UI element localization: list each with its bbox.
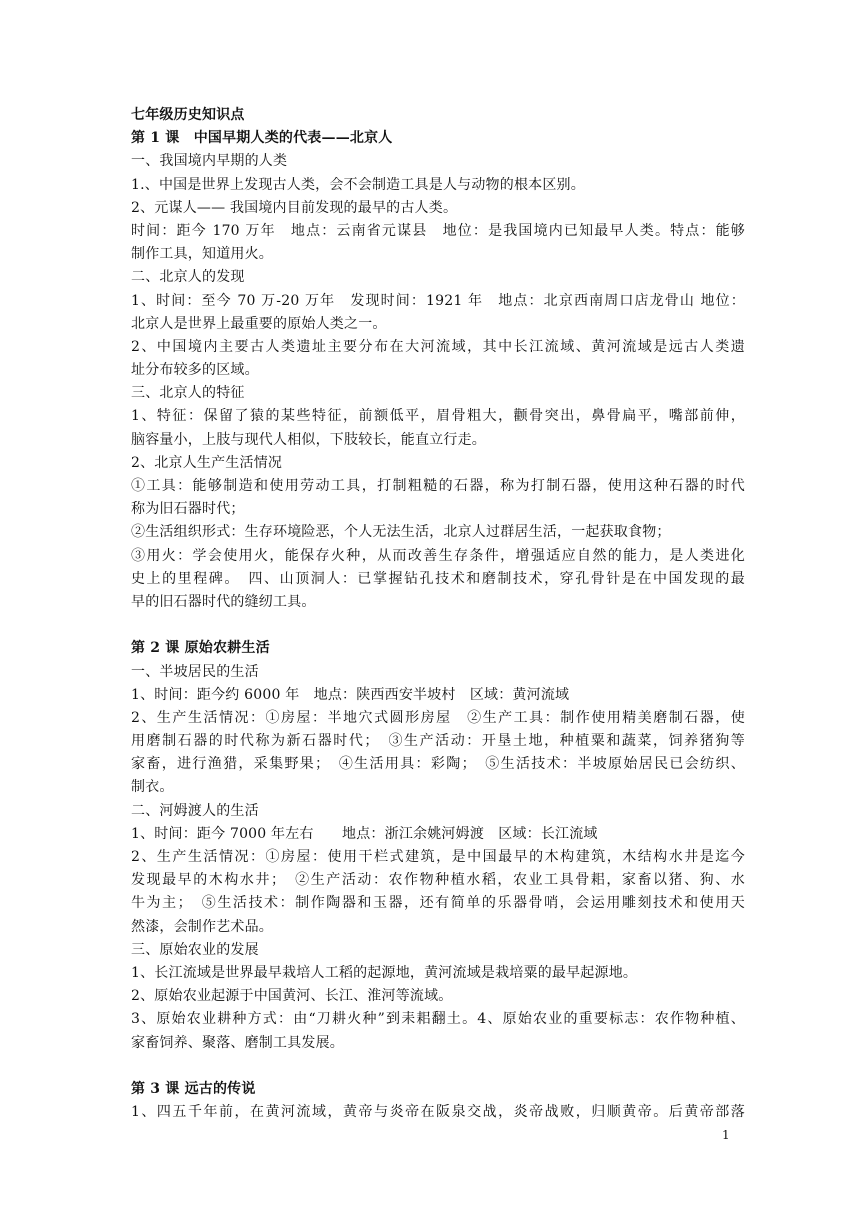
lesson-3-body (131, 1101, 745, 1124)
text-line: 1、四五千年前，在黄河流域，黄帝与炎帝在阪泉交战，炎帝战败，归顺黄帝。后黄帝部落 (131, 1104, 745, 1121)
text-line: 制作工具，知道用火。 (131, 246, 273, 263)
text-line: 二、北京人的发现 (131, 269, 245, 286)
text-line: 2、中国境内主要古人类遗址主要分布在大河流域，其中长江流域、黄河流域是远古人类遗 (131, 338, 745, 355)
lesson-2-body (131, 661, 745, 1055)
spacer (131, 614, 745, 637)
lesson-1-body (131, 150, 745, 614)
text-line: 2、元谋人—— 我国境内目前发现的最早的古人类。 (131, 199, 458, 216)
text-line: 脑容量小，上肢与现代人相似，下肢较长，能直立行走。 (131, 431, 486, 448)
text-line: 发现最早的木构水井； ②生产活动：农作物种植水稻，农业工具骨耜，家畜以猪、狗、水 (131, 872, 745, 889)
spacer (131, 1055, 745, 1078)
lesson-2-heading: 第 2 课 原始农耕生活 (131, 640, 270, 657)
text-line: 一、半坡居民的生活 (131, 663, 259, 680)
text-line: 3、原始农业耕种方式：由“刀耕火种”到耒耜翻土。4、原始农业的重要标志：农作物种植、 (131, 1011, 745, 1028)
text-line: 三、原始农业的发展 (131, 941, 259, 958)
text-line: 然漆，会制作艺术品。 (131, 918, 273, 935)
document-body (131, 104, 745, 1124)
text-line: 1、时间：距今约 6000 年 地点：陕西西安半坡村 区域：黄河流域 (131, 686, 570, 703)
text-line: 1、长江流域是世界最早栽培人工稻的起源地，黄河流域是栽培粟的最早起源地。 (131, 964, 638, 981)
text-line: 用磨制石器的时代称为新石器时代； ③生产活动：开垦土地，种植粟和蔬菜，饲养猪狗等 (131, 733, 745, 750)
text-line: 1、时间：距今 7000 年左右 地点：浙江余姚河姆渡 区域：长江流域 (131, 825, 598, 842)
text-line: 时间：距今 170 万年 地点：云南省元谋县 地位：是我国境内已知最早人类。特点：能够 (131, 222, 745, 239)
text-line: 1、时间：至今 70 万-20 万年 发现时间：1921 年 地点：北京西南周口店龙骨山 地位： (131, 292, 745, 309)
text-line: 址分布较多的区域。 (131, 362, 259, 379)
text-line: 史上的里程碑。 四、山顶洞人：已掌握钻孔技术和磨制技术，穿孔骨针是在中国发现的最 (131, 570, 745, 587)
text-line: 二、河姆渡人的生活 (131, 802, 259, 819)
text-line: ①工具：能够制造和使用劳动工具，打制粗糙的石器，称为打制石器，使用这种石器的时代 (131, 478, 745, 494)
lesson-3-heading: 第 3 课 远古的传说 (131, 1080, 256, 1097)
text-line: 1.、中国是世界上发现古人类，会不会制造工具是人与动物的根本区别。 (131, 176, 585, 193)
document-title: 七年级历史知识点 (131, 107, 245, 123)
text-line: 家畜饲养、聚落、磨制工具发展。 (131, 1034, 344, 1051)
text-line: 2、原始农业起源于中国黄河、长江、淮河等流域。 (131, 988, 453, 1005)
text-line: 2、生产生活情况：①房屋：使用干栏式建筑，是中国最早的木构建筑，木结构水井是迄今 (131, 849, 745, 865)
text-line: ②生活组织形式：生存环境险恶，个人无法生活，北京人过群居生活，一起获取食物； (131, 524, 671, 541)
text-line: 1、特征：保留了猿的某些特征，前额低平，眉骨粗大，颧骨突出，鼻骨扁平，嘴部前伸， (131, 408, 745, 425)
text-line: 牛为主； ⑤生活技术：制作陶器和玉器，还有简单的乐器骨哨，会运用雕刻技术和使用天 (131, 895, 745, 912)
text-line: 北京人是世界上最重要的原始人类之一。 (131, 315, 387, 332)
text-line: 制衣。 (131, 779, 174, 796)
text-line: ③用火：学会使用火，能保存火种，从而改善生存条件，增强适应自然的能力，是人类进化 (131, 547, 745, 564)
text-line: 称为旧石器时代； (131, 501, 245, 518)
text-line: 三、北京人的特征 (131, 385, 245, 402)
text-line: 家畜，进行渔猎，采集野果； ④生活用具：彩陶； ⑤生活技术：半坡原始居民已会纺织、 (131, 756, 745, 773)
text-line: 2、北京人生产生活情况 (131, 454, 283, 471)
text-line: 一、我国境内早期的人类 (131, 153, 288, 170)
page-number: 1 (722, 1128, 730, 1142)
text-line: 2、生产生活情况：①房屋：半地穴式圆形房屋 ②生产工具：制作使用精美磨制石器，使 (131, 709, 745, 726)
text-line: 早的旧石器时代的缝纫工具。 (131, 593, 316, 610)
lesson-1-heading: 第 1 课 中国早期人类的代表——北京人 (131, 130, 393, 147)
